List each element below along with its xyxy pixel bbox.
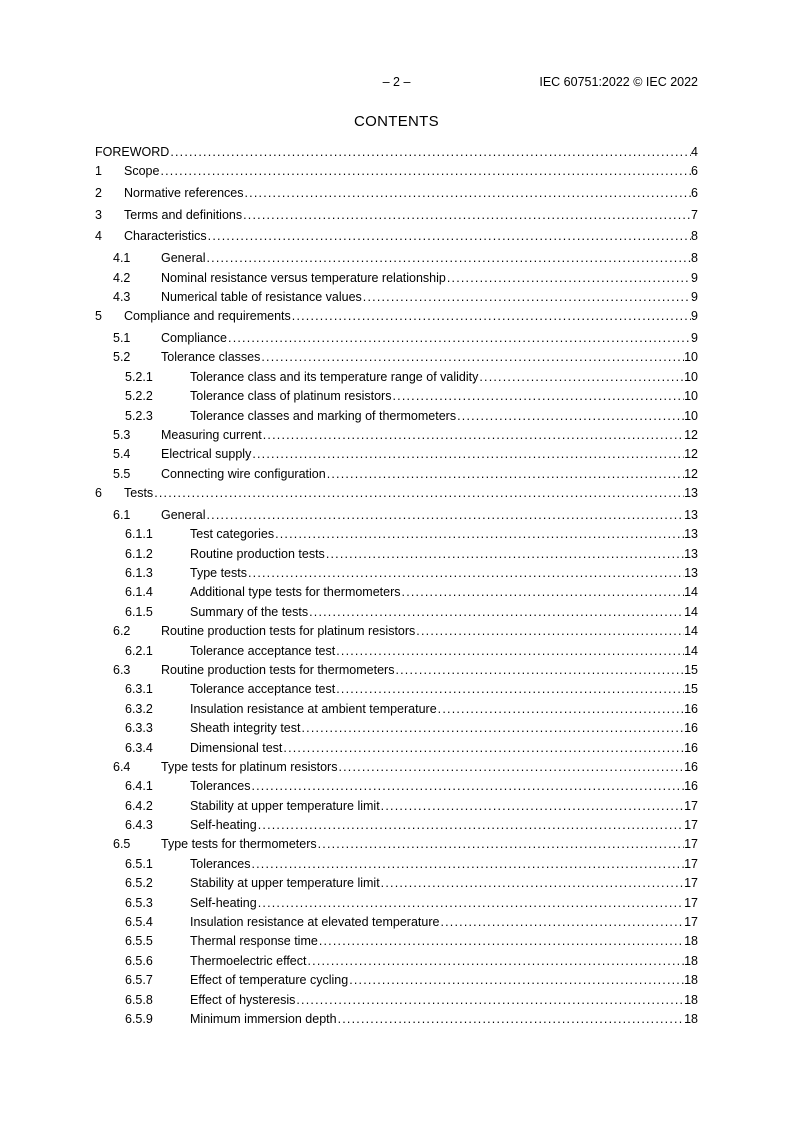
toc-entry[interactable] xyxy=(95,290,698,309)
toc-entry[interactable] xyxy=(95,566,698,585)
toc-entry-title: Characteristics xyxy=(124,229,207,244)
toc-entry-number: 5.2 xyxy=(113,350,131,365)
toc-entry-number: 6.1.1 xyxy=(125,527,153,542)
toc-entry[interactable] xyxy=(95,837,698,856)
toc-entry[interactable] xyxy=(95,876,698,895)
toc-dot-leader xyxy=(438,702,684,716)
toc-entry-page: 18 xyxy=(684,973,698,988)
toc-entry-number: 6.1.2 xyxy=(125,546,153,561)
toc-entry-title: Tolerance classes and marking of thermometers xyxy=(190,408,457,423)
toc-entry[interactable] xyxy=(95,644,698,663)
toc-entry-number: 4.1 xyxy=(113,251,131,266)
toc-entry-page: 8 xyxy=(691,229,698,244)
toc-entry[interactable] xyxy=(95,389,698,408)
toc-entry-number: 6.3.2 xyxy=(125,701,153,716)
toc-dot-leader xyxy=(381,799,684,813)
toc-entry-page: 17 xyxy=(684,818,698,833)
toc-dot-leader xyxy=(251,779,684,793)
toc-entry-title: Type tests for thermometers xyxy=(161,837,317,852)
toc-entry[interactable] xyxy=(95,934,698,953)
toc-entry-number: 6.5.3 xyxy=(125,895,153,910)
toc-dot-leader xyxy=(258,896,684,910)
toc-entry-number: 6.5.2 xyxy=(125,876,153,891)
toc-entry-title: Compliance xyxy=(161,331,228,345)
toc-entry-number: 5.4 xyxy=(113,447,131,462)
toc-entry-title: General xyxy=(161,507,206,522)
toc-entry-title: Electrical supply xyxy=(161,447,252,462)
toc-entry-title: FOREWORD xyxy=(95,145,170,159)
toc-entry[interactable] xyxy=(95,309,698,331)
toc-entry-number: 5.2.3 xyxy=(125,408,153,423)
toc-entry-title: Tolerance acceptance test xyxy=(190,643,336,658)
toc-entry-number: 6.2.1 xyxy=(125,643,153,658)
table-of-contents xyxy=(95,145,698,1031)
toc-entry[interactable] xyxy=(95,508,698,527)
toc-entry-page: 13 xyxy=(684,546,698,561)
toc-entry-page: 10 xyxy=(684,350,698,365)
toc-entry-page: 13 xyxy=(684,507,698,522)
toc-entry-number: 6.5.5 xyxy=(125,934,153,949)
toc-entry-number: 5.2.2 xyxy=(125,389,153,404)
toc-dot-leader xyxy=(301,721,684,735)
toc-entry[interactable] xyxy=(95,585,698,604)
toc-entry-title: Stability at upper temperature limit xyxy=(190,876,380,891)
toc-entry-title: Nominal resistance versus temperature relationship xyxy=(161,270,446,285)
toc-dot-leader xyxy=(479,370,684,384)
toc-entry-title: Measuring current xyxy=(161,427,262,442)
toc-entry-number: 5.5 xyxy=(113,466,131,481)
toc-entry[interactable] xyxy=(95,915,698,934)
toc-entry-number: 4 xyxy=(95,229,102,244)
toc-entry-number: 6.4.1 xyxy=(125,779,153,794)
toc-dot-leader xyxy=(338,760,684,774)
toc-entry[interactable] xyxy=(95,760,698,779)
toc-dot-leader xyxy=(326,547,684,561)
toc-dot-leader xyxy=(154,486,684,500)
toc-entry[interactable] xyxy=(95,145,698,164)
toc-entry-title: Connecting wire configuration xyxy=(161,466,326,481)
toc-entry-page: 18 xyxy=(684,953,698,968)
toc-dot-leader xyxy=(319,934,684,948)
toc-entry-title: Normative references xyxy=(124,186,244,201)
toc-dot-leader xyxy=(248,566,684,580)
toc-entry-page: 17 xyxy=(684,837,698,852)
toc-entry[interactable] xyxy=(95,779,698,798)
toc-entry[interactable] xyxy=(95,467,698,486)
toc-entry-page: 17 xyxy=(684,895,698,910)
toc-entry-page: 18 xyxy=(684,934,698,949)
toc-entry-number: 6.1.4 xyxy=(125,585,153,600)
toc-dot-leader xyxy=(307,954,684,968)
toc-entry-page: 14 xyxy=(684,624,698,639)
toc-entry-number: 5.1 xyxy=(113,331,131,345)
toc-entry-number: 6.5.4 xyxy=(125,915,153,930)
toc-entry-number: 5.3 xyxy=(113,427,131,442)
toc-entry[interactable] xyxy=(95,663,698,682)
toc-entry-title: Routine production tests for platinum resistors xyxy=(161,624,416,639)
toc-entry-page: 17 xyxy=(684,856,698,871)
toc-entry-title: Effect of temperature cycling xyxy=(190,973,349,988)
toc-entry-number: 1 xyxy=(95,164,102,179)
toc-entry-number: 6.5.9 xyxy=(125,1011,153,1026)
toc-entry[interactable] xyxy=(95,486,698,508)
toc-entry-page: 4 xyxy=(691,145,698,159)
toc-entry-number: 6.1.5 xyxy=(125,604,153,619)
toc-entry-page: 15 xyxy=(684,662,698,677)
toc-entry-page: 7 xyxy=(691,207,698,222)
toc-dot-leader xyxy=(416,624,684,638)
page-header xyxy=(95,75,698,93)
toc-entry-title: Tolerances xyxy=(190,856,251,871)
toc-entry-page: 6 xyxy=(691,164,698,179)
toc-entry-page: 9 xyxy=(691,270,698,285)
toc-entry-number: 6.2 xyxy=(113,624,131,639)
toc-entry-title: Routine production tests for thermometers xyxy=(161,662,395,677)
toc-entry[interactable] xyxy=(95,409,698,428)
toc-entry-title: Numerical table of resistance values xyxy=(161,289,362,304)
toc-entry[interactable] xyxy=(95,164,698,186)
toc-entry-title: Routine production tests xyxy=(190,546,325,561)
toc-entry-title: Tolerances xyxy=(190,779,251,794)
page-title: CONTENTS xyxy=(354,113,439,130)
toc-dot-leader xyxy=(309,605,684,619)
toc-entry-number: 4.2 xyxy=(113,270,131,285)
toc-entry-number: 6.4.2 xyxy=(125,798,153,813)
toc-dot-leader xyxy=(251,857,684,871)
toc-dot-leader xyxy=(296,993,684,1007)
toc-dot-leader xyxy=(336,644,684,658)
toc-entry-title: Self-heating xyxy=(190,818,257,833)
toc-entry[interactable] xyxy=(95,350,698,369)
toc-entry[interactable] xyxy=(95,547,698,566)
toc-entry[interactable] xyxy=(95,605,698,624)
toc-entry-page: 17 xyxy=(684,915,698,930)
toc-entry-number: 6.3.4 xyxy=(125,740,153,755)
toc-entry-number: 6.5.8 xyxy=(125,992,153,1007)
toc-entry[interactable] xyxy=(95,741,698,760)
toc-entry[interactable] xyxy=(95,682,698,701)
toc-entry[interactable] xyxy=(95,818,698,837)
toc-entry-title: Type tests for platinum resistors xyxy=(161,759,338,774)
toc-dot-leader xyxy=(338,1012,685,1026)
toc-entry-title: Tests xyxy=(124,486,154,501)
toc-entry-title: Summary of the tests xyxy=(190,604,309,619)
toc-entry-page: 12 xyxy=(684,466,698,481)
toc-entry-number: 6.4 xyxy=(113,759,131,774)
toc-entry[interactable] xyxy=(95,954,698,973)
toc-dot-leader xyxy=(245,186,692,200)
toc-entry-title: Terms and definitions xyxy=(124,207,243,222)
toc-entry[interactable] xyxy=(95,721,698,740)
toc-dot-leader xyxy=(275,527,684,541)
toc-entry-number: 6.5.7 xyxy=(125,973,153,988)
toc-entry-number: 6 xyxy=(95,486,102,501)
toc-dot-leader xyxy=(395,663,684,677)
toc-entry-title: Test categories xyxy=(190,527,275,542)
toc-entry-page: 16 xyxy=(684,759,698,774)
toc-entry-page: 17 xyxy=(684,876,698,891)
toc-entry-page: 13 xyxy=(684,486,698,501)
toc-entry-number: 6.5.1 xyxy=(125,856,153,871)
toc-entry-page: 12 xyxy=(684,427,698,442)
document-reference: IEC 60751:2022 © IEC 2022 xyxy=(539,75,698,89)
toc-entry-title: Tolerance classes xyxy=(161,350,261,365)
toc-entry-number: 6.1 xyxy=(113,507,131,522)
toc-entry-page: 14 xyxy=(684,643,698,658)
toc-dot-leader xyxy=(392,389,684,403)
toc-entry-page: 16 xyxy=(684,740,698,755)
toc-dot-leader xyxy=(381,876,684,890)
toc-entry[interactable] xyxy=(95,857,698,876)
toc-entry[interactable] xyxy=(95,271,698,290)
toc-entry-title: Effect of hysteresis xyxy=(190,992,296,1007)
toc-dot-leader xyxy=(170,145,691,159)
toc-entry[interactable] xyxy=(95,624,698,643)
toc-entry-number: 2 xyxy=(95,186,102,201)
toc-entry[interactable] xyxy=(95,447,698,466)
toc-entry-title: Tolerance acceptance test xyxy=(190,682,336,697)
toc-dot-leader xyxy=(258,818,684,832)
toc-entry-number: 5.2.1 xyxy=(125,369,153,384)
toc-dot-leader xyxy=(243,208,691,222)
toc-entry-number: 5 xyxy=(95,309,102,324)
toc-entry-page: 17 xyxy=(684,798,698,813)
toc-entry-title: Thermal response time xyxy=(190,934,318,949)
toc-entry-page: 9 xyxy=(691,289,698,304)
toc-entry-page: 16 xyxy=(684,701,698,716)
toc-dot-leader xyxy=(363,290,691,304)
toc-entry-page: 13 xyxy=(684,565,698,580)
toc-entry-page: 13 xyxy=(684,527,698,542)
toc-dot-leader xyxy=(447,271,691,285)
toc-dot-leader xyxy=(206,251,691,265)
toc-entry-title: Self-heating xyxy=(190,895,257,910)
toc-entry-page: 10 xyxy=(684,408,698,423)
toc-entry-title: Additional type tests for thermometers xyxy=(190,585,401,600)
toc-entry-title: Insulation resistance at elevated temperature xyxy=(190,915,440,930)
toc-entry-title: Stability at upper temperature limit xyxy=(190,798,380,813)
toc-dot-leader xyxy=(208,229,691,243)
toc-dot-leader xyxy=(261,350,684,364)
toc-entry-title: Tolerance class of platinum resistors xyxy=(190,389,392,404)
toc-entry-number: 6.1.3 xyxy=(125,565,153,580)
page-number: – 2 – xyxy=(382,75,411,89)
toc-entry-page: 15 xyxy=(684,682,698,697)
toc-entry-page: 14 xyxy=(684,604,698,619)
toc-entry[interactable] xyxy=(95,370,698,389)
toc-dot-leader xyxy=(440,915,684,929)
toc-entry-title: Minimum immersion depth xyxy=(190,1011,337,1026)
toc-entry-title: Thermoelectric effect xyxy=(190,953,307,968)
toc-entry[interactable] xyxy=(95,527,698,546)
toc-entry-page: 16 xyxy=(684,721,698,736)
toc-dot-leader xyxy=(318,837,684,851)
toc-entry-page: 10 xyxy=(684,389,698,404)
toc-entry-number: 6.4.3 xyxy=(125,818,153,833)
toc-dot-leader xyxy=(336,682,684,696)
toc-entry[interactable] xyxy=(95,428,698,447)
toc-dot-leader xyxy=(283,741,684,755)
toc-entry-title: Tolerance class and its temperature range of validity xyxy=(190,369,479,384)
toc-dot-leader xyxy=(292,309,691,323)
toc-entry-page: 8 xyxy=(691,251,698,266)
toc-entry-page: 18 xyxy=(684,1011,698,1026)
toc-entry[interactable] xyxy=(95,251,698,270)
toc-entry-page: 12 xyxy=(684,447,698,462)
toc-entry[interactable] xyxy=(95,702,698,721)
toc-entry-number: 6.5.6 xyxy=(125,953,153,968)
toc-entry-page: 10 xyxy=(684,369,698,384)
toc-entry-title: Scope xyxy=(124,164,160,179)
toc-entry-title: Insulation resistance at ambient temperature xyxy=(190,701,437,716)
toc-entry-number: 4.3 xyxy=(113,289,131,304)
toc-entry-page: 16 xyxy=(684,779,698,794)
toc-dot-leader xyxy=(327,467,684,481)
toc-entry[interactable] xyxy=(95,186,698,208)
toc-entry-page: 18 xyxy=(684,992,698,1007)
toc-entry-number: 6.5 xyxy=(113,837,131,852)
toc-entry-number: 6.3 xyxy=(113,662,131,677)
toc-entry-page: 9 xyxy=(691,331,698,345)
toc-entry-title: Dimensional test xyxy=(190,740,283,755)
toc-dot-leader xyxy=(349,973,684,987)
toc-entry-title: Sheath integrity test xyxy=(190,721,301,736)
toc-entry-page: 6 xyxy=(691,186,698,201)
toc-dot-leader xyxy=(252,447,684,461)
toc-dot-leader xyxy=(228,331,691,345)
toc-entry[interactable] xyxy=(95,331,698,350)
toc-entry[interactable] xyxy=(95,229,698,251)
toc-entry[interactable] xyxy=(95,799,698,818)
toc-dot-leader xyxy=(206,508,684,522)
toc-dot-leader xyxy=(402,585,685,599)
toc-entry[interactable] xyxy=(95,993,698,1012)
toc-entry[interactable] xyxy=(95,1012,698,1031)
toc-dot-leader xyxy=(457,409,684,423)
toc-entry[interactable] xyxy=(95,896,698,915)
toc-entry-number: 6.3.1 xyxy=(125,682,153,697)
toc-dot-leader xyxy=(263,428,684,442)
toc-entry-title: Compliance and requirements xyxy=(124,309,291,324)
toc-entry-page: 14 xyxy=(684,585,698,600)
toc-entry-title: Type tests xyxy=(190,565,247,580)
toc-entry[interactable] xyxy=(95,208,698,230)
toc-entry-page: 9 xyxy=(691,309,698,324)
toc-entry-number: 6.3.3 xyxy=(125,721,153,736)
toc-dot-leader xyxy=(160,164,691,178)
toc-entry-number: 3 xyxy=(95,207,102,222)
toc-entry[interactable] xyxy=(95,973,698,992)
toc-entry-title: General xyxy=(161,251,206,266)
